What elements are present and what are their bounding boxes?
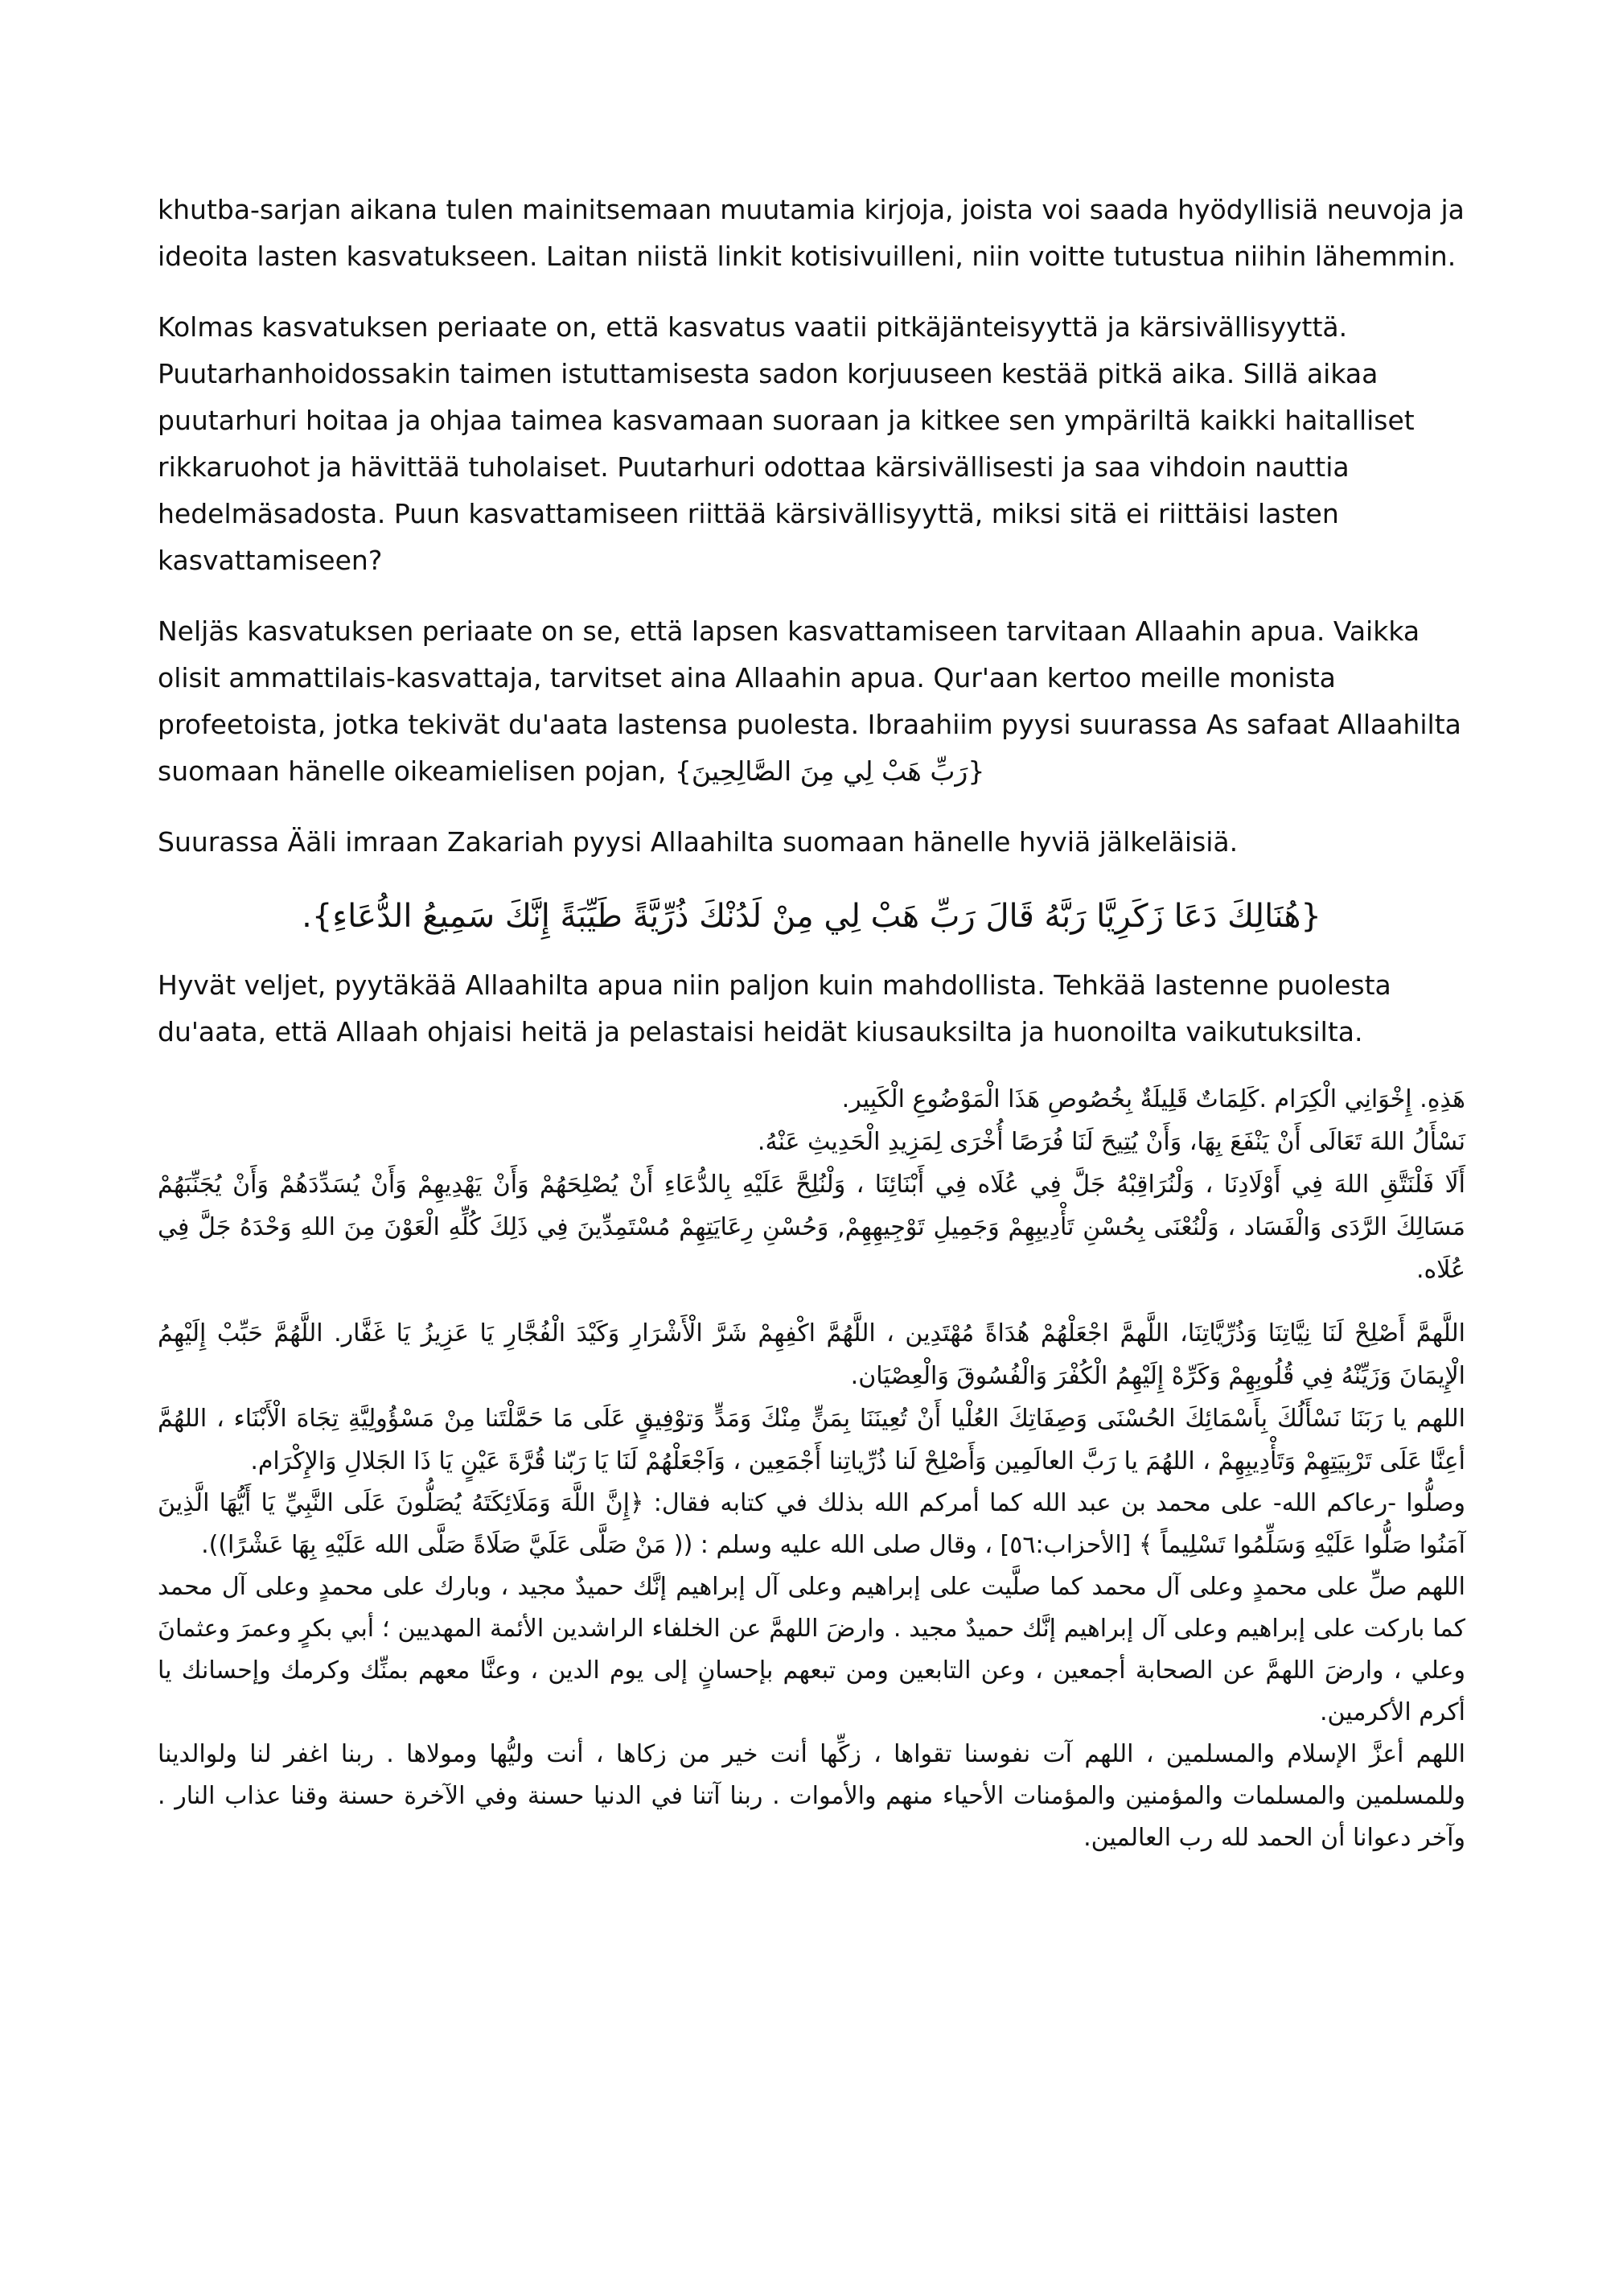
arabic-paragraph-ibrahimiyya: اللهم صلِّ على محمدٍ وعلى آل محمد كما صلَّيت على إبراهيم وعلى آل إبراهيم إنَّك حميدٌ مجيد ، وبارك على محمدٍ وعلى آل محمد كما باركت على إبراهيم وعلى آل إبراهيم إنَّك حميدٌ مجيد . وارضَ اللهمَّ عن الخلفاء الراشدين الأئمة المهديين ؛ أبي بكرٍ وعمرَ وعثمانَ وعلي ، وارضَ اللهمَّ عن الصحابة أجمعين ، وعن التابعين ومن تبعهم بإحسانٍ إلى يوم الدين ، وعنَّا معهم بمنِّك وكرمك وإحسانك يا أكرم الأكرمين. [158, 1573, 1465, 1726]
arabic-paragraph-salawat: وصلُّوا -رعاكم الله- على محمد بن عبد الله كما أمركم الله بذلك في كتابه فقال: ﴿إِنَّ اللَّهَ وَمَلَائِكَتَهُ يُصَلُّونَ عَلَى النَّبِيِّ يَا أَيُّهَا الَّذِينَ آمَنُوا صَلُّوا عَلَيْهِ وَسَلِّمُوا تَسْلِيماً ﴾ [الأحزاب:٥٦] ، وقال صلى الله عليه وسلم : (( مَنْ صَلَّى عَلَيَّ صَلَاةً صَلَّى الله عَلَيْهِ بِهَا عَشْرًا)). [158, 1489, 1465, 1559]
fourth-principle-text: Neljäs kasvatuksen periaate on se, että lapsen kasvattamiseen tarvitaan Allaahin apua. Vaikka olisit ammattilais-kasvattaja, tarvitset aina Allaahin apua. Qur'aan kertoo meille monista profeetoista, jotka tekivät du'aata lastensa puolesta. Ibraahiim pyysi suurassa As safaat Allaahilta suomaan hänelle oikeamielisen pojan, [158, 615, 1461, 787]
arabic-paragraph-closing-dua: اللهم أعزَّ الإسلام والمسلمين ، اللهم آت نفوسنا تقواها ، زكِّها أنت خير من زكاها ، أنت وليُّها ومولاها . ربنا اغفر لنا ولوالدينا وللمسلمين والمسلمات والمؤمنين والمؤمنات الأحياء منهم والأموات . ربنا آتنا في الدنيا حسنة وفي الآخرة حسنة وقنا عذاب النار . وآخر دعوانا أن الحمد لله رب العالمين. [158, 1740, 1465, 1852]
quran-verse-zakariah: {هُنَالِكَ دَعَا زَكَرِيَّا رَبَّهُ قَالَ رَبِّ هَبْ لِي مِنْ لَدُنْكَ ذُرِّيَّةً طَيِّبَةً إِنَّكَ سَمِيعُ الدُّعَاءِ}. [302, 898, 1321, 935]
paragraph-zakariah: Suurassa Ääli imraan Zakariah pyysi Allaahilta suomaan hänelle hyviä jälkeläisiä. [158, 826, 1239, 858]
arabic-line-request: نَسْأَلُ اللهَ تَعَالَى أَنْ يَنْفَعَ بِهَا، وَأَنْ يُتِيحَ لَنَا فُرَصًا أُخْرَى لِمَزِيدِ الْحَدِيثِ عَنْهُ. [757, 1128, 1465, 1156]
arabic-paragraph-dua-names: اللهم يا رَبَنَا نَسْأَلُكَ بِأَسْمَائِكَ الحُسْنَى وَصِفَاتِكَ العُلْيا أَنْ تُعِينَنَا بِمَنٍّ مِنْكَ وَمَدٍّ وَتوْفِيقٍ عَلَى مَا حَمَّلْتَنا مِنْ مَسْؤُولِيَّةِ تِجَاهَ الْأَبْنَاء ، اللهُمَّ أعِنَّا عَلَى تَرْبِيَتِهِمْ وَتَأْدِيبِهِمْ ، اللهُمَ يا رَبَّ العالَمِين وَأَصْلِحْ لَنا ذُرِّياتِنا أَجْمَعِين ، وَاَجْعَلْهُمْ لَنَا يَا رَبّنا قُرَّةَ عَيْنٍ يَا ذَا الجَلالِ وَالإِكْرَام. [158, 1405, 1465, 1475]
paragraph-fourth-principle [158, 608, 1465, 795]
paragraph-brothers-dua: Hyvät veljet, pyytäkää Allaahilta apua niin paljon kuin mahdollista. Tehkää lastenne puolesta du'aata, että Allaah ohjaisi heitä ja pelastaisi heidät kiusauksilta ja huonoilta vaikutuksilta. [158, 969, 1391, 1047]
inline-arabic-dua: {رَبِّ هَبْ لِي مِنَ الصَّالِحِينَ} [674, 755, 985, 787]
arabic-paragraph-taqwa: أَلَا فَلْنَتَّقِ اللهَ فِي أَوْلَادِنَا ، وَلْنُرَاقِبْهُ جَلَّ فِي عُلَاه فِي أَبْنَائِنَا ، وَلْنُلِحَّ عَلَيْهِ بِالدُّعَاءِ أَنْ يُصْلِحَهُمْ وَأَنْ يَهْدِيهِمْ وَأَنْ يُسَدِّدَهُمْ وَأَنْ يُجَنِّبَهُمْ مَسَالِكَ الرَّدَى وَالْفَسَاد ، وَلْنُعْنَى بِحُسْنِ تَأْدِيبِهِمْ وَجَمِيلِ تَوْجِيهِهِمْ, وَحُسْنِ رِعَايَتِهِمْ مُسْتَمِدِّينَ فِي ذَلِكَ كُلِّهِ الْعَوْنَ مِنَ اللهِ وَحْدَهُ جَلَّ فِي عُلَاه. [158, 1171, 1465, 1284]
arabic-paragraph-dua-children: اللَّهمَّ أَصْلِحْ لَنَا نِيَّاتِنَا وَذُرِّيَّاتِنَا، اللَّهمَّ اجْعَلْهُمْ هُدَاةً مُهْتَدِين ، اللَّهُمَّ اكْفِهِمْ شَرَّ الْأَشْرَارِ وَكَيْدَ الْفُجَّارِ يَا عَزِيزُ يَا غَفَّار. اللَّهُمَّ حَبِّبْ إِلَيْهِمُ الْإِيمَانَ وَزَيِّنْهُ فِي قُلُوبِهِمْ وَكَرِّهْ إِلَيْهِمُ الْكُفْرَ وَالْفُسُوقَ وَالْعِصْيَان. [158, 1319, 1465, 1390]
paragraph-third-principle: Kolmas kasvatuksen periaate on, että kasvatus vaatii pitkäjänteisyyttä ja kärsivällisyyttä. Puutarhanhoidossakin taimen istuttamisesta sadon korjuuseen kestää pitkä aika. Sillä aikaa puutarhuri hoitaa ja ohjaa taimea kasvamaan suoraan ja kitkee sen ympäriltä kaikki haitalliset rikkaruohot ja hävittää tuholaiset. Puutarhuri odottaa kärsivällisesti ja saa vihdoin nauttia hedelmäsadosta. Puun kasvattamiseen riittää kärsivällisyyttä, miksi sitä ei riittäisi lasten kasvattamiseen? [158, 311, 1415, 576]
paragraph-books-intro: khutba-sarjan aikana tulen mainitsemaan muutamia kirjoja, joista voi saada hyödyllisiä neuvoja ja ideoita lasten kasvatukseen. Laitan niistä linkit kotisivuilleni, niin voitte tutustua niihin lähemmin. [158, 194, 1465, 272]
arabic-line-intro: هَذِهِ. إِخْوَانِي الْكِرَام .كَلِمَاتٌ قَلِيلَةٌ بِخُصُوصِ هَذَا الْمَوْضُوعِ الْكَبِير. [841, 1085, 1465, 1113]
